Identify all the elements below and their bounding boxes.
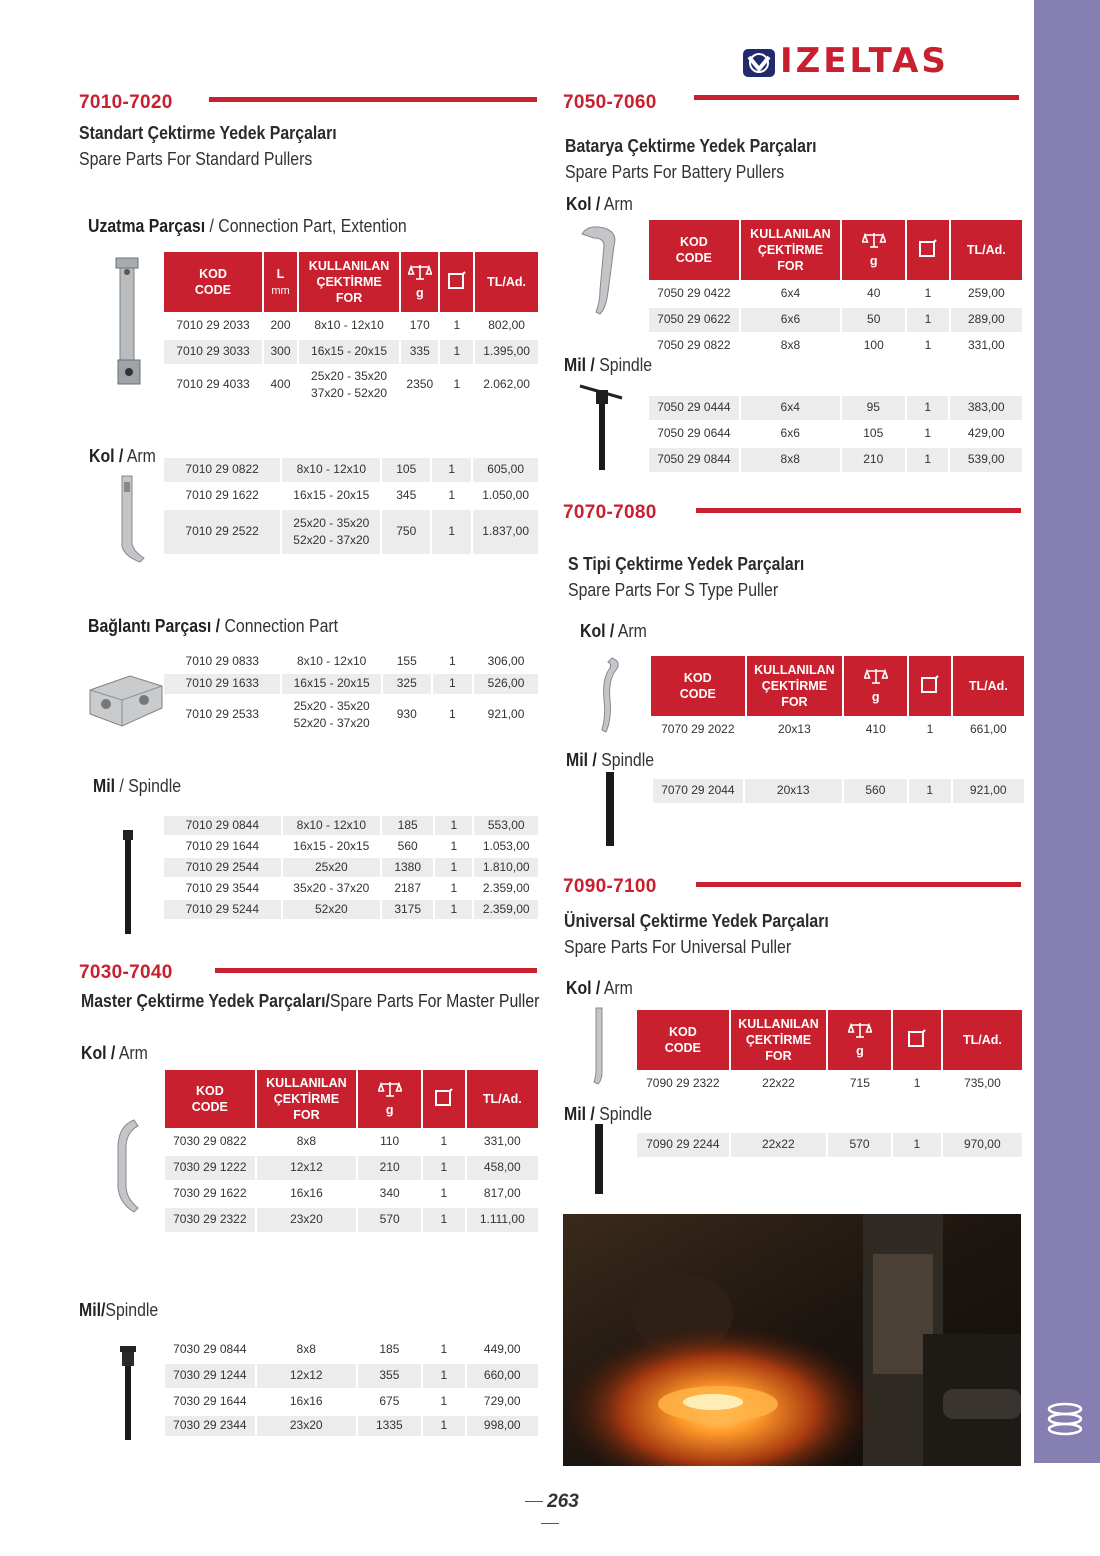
table-row	[164, 510, 538, 554]
table-header-row	[164, 252, 538, 312]
table-row	[164, 652, 538, 672]
table-cell: 1	[432, 458, 471, 482]
box-icon	[920, 674, 940, 694]
table-row	[164, 696, 538, 734]
table-row	[165, 1182, 538, 1206]
table-row	[164, 484, 538, 508]
table-cell: 2.359,00	[474, 900, 538, 919]
table-cell: 7030 29 2344	[165, 1416, 255, 1436]
table-cell: 210	[358, 1156, 421, 1180]
table-cell: 200	[270, 318, 291, 333]
table-cell: 7050 29 0422	[657, 286, 731, 301]
table-cell: 1.837,00	[473, 510, 538, 554]
table-row	[164, 900, 538, 919]
table-cell: 35x20 - 37x20	[293, 880, 370, 895]
connection-table	[162, 650, 540, 736]
table-cell: 570	[358, 1208, 421, 1232]
table-cell: 306,00	[487, 654, 525, 669]
table-cell: 50	[842, 308, 905, 332]
table-cell: 1	[423, 1416, 464, 1436]
table-cell: 7050 29 0822	[657, 338, 731, 353]
table-row	[164, 858, 538, 877]
spindle-table-7070	[651, 777, 1026, 805]
table-cell: 7050 29 0644	[657, 426, 731, 441]
table-cell: 170	[409, 318, 430, 333]
section-title-tr: Üniversal Çektirme Yedek Parçaları	[564, 911, 829, 931]
table-cell: 185	[382, 816, 433, 835]
table-row	[164, 674, 538, 694]
section-divider	[696, 508, 1021, 513]
table-row	[649, 422, 1022, 446]
spindle-table-7090	[635, 1131, 1024, 1159]
table-header-row: KOD CODE KULLANILAN ÇEKTİRME FOR g TL/Ad.	[649, 220, 1022, 280]
table-cell: 7030 29 0822	[173, 1134, 247, 1149]
table-cell: 383,00	[950, 396, 1022, 420]
section-divider	[209, 97, 537, 102]
table-cell: 1	[924, 338, 932, 353]
table-row	[164, 314, 538, 338]
table-cell: 7010 29 5244	[164, 900, 281, 919]
table-cell: 998,00	[467, 1416, 538, 1436]
box-icon	[447, 270, 467, 290]
table-cell: 25x20	[283, 858, 380, 877]
table-cell: 1	[440, 1342, 448, 1357]
table-cell: 7010 29 1644	[185, 838, 260, 853]
table-cell: 750	[382, 510, 430, 554]
table-row	[165, 1156, 538, 1180]
table-cell: 25x20 - 35x20 52x20 - 37x20	[282, 510, 380, 554]
table-cell: 6x6	[780, 426, 800, 441]
brand-name: IZELTAS	[780, 41, 949, 81]
table-cell: 7010 29 0844	[164, 816, 281, 835]
table-cell: 1.395,00	[475, 340, 538, 364]
table-cell: 7010 29 3544	[185, 880, 260, 895]
table-cell: 449,00	[483, 1342, 521, 1357]
spindle-table-7050	[647, 394, 1024, 474]
table-cell: 7010 29 1622	[185, 488, 259, 503]
table-cell: 1380	[382, 858, 433, 877]
subsection-spindle-label-7090: Mil / Spindle	[564, 1104, 653, 1124]
table-cell: 1	[449, 707, 456, 722]
table-cell: 735,00	[964, 1076, 1001, 1091]
table-cell: 1	[423, 1156, 464, 1180]
subsection-arm-label-7090: Kol / Arm	[566, 978, 633, 998]
table-cell: 1	[453, 318, 461, 333]
table-cell: 1	[924, 426, 932, 441]
table-cell: 2187	[394, 880, 422, 895]
table-cell: 16x15 - 20x15	[282, 674, 380, 694]
box-icon	[907, 1028, 927, 1048]
section-divider	[215, 968, 537, 973]
table-cell: 400	[270, 377, 291, 392]
table-row	[164, 837, 538, 856]
subsection-arm-label: Kol / Arm	[89, 446, 156, 466]
table-cell: 570	[828, 1133, 891, 1157]
table-cell: 3175	[382, 900, 433, 919]
table-cell: 1	[448, 488, 456, 503]
section-title-tr: Batarya Çektirme Yedek Parçaları	[565, 136, 817, 156]
section-title-en: Spare Parts For Standard Pullers	[79, 149, 313, 169]
table-cell: 7030 29 2322	[165, 1208, 255, 1232]
table-cell: 300	[264, 340, 297, 364]
table-cell: 715	[849, 1076, 870, 1091]
table-cell: 1	[423, 1208, 464, 1232]
table-row	[649, 334, 1022, 358]
table-cell: 100	[863, 338, 884, 353]
table-cell: 7010 29 0822	[164, 458, 280, 482]
table-row	[649, 308, 1022, 332]
subsection-spindle-label-7030: Mil/Spindle	[79, 1300, 159, 1320]
arm-table-7070	[649, 654, 1026, 744]
section-code-7070: 7070-7080	[563, 502, 657, 523]
table-cell: 355	[358, 1364, 421, 1388]
col-price: TL/Ad.	[475, 252, 538, 312]
table-header-row: KOD CODE KULLANILAN ÇEKTİRME FOR g TL/Ad.	[651, 656, 1024, 716]
scale-icon	[864, 667, 888, 685]
table-row	[165, 1130, 538, 1154]
section-code-7010: 7010-7020	[79, 92, 173, 113]
table-cell: 7070 29 2044	[653, 779, 743, 803]
spindle-table-7010	[162, 814, 540, 921]
table-cell: 6x6	[741, 308, 841, 332]
table-cell: 661,00	[970, 722, 1007, 737]
table-cell: 331,00	[483, 1134, 521, 1149]
table-cell: 429,00	[967, 426, 1005, 441]
table-cell: 1	[435, 900, 472, 919]
table-cell: 8x10 - 12x10	[296, 654, 367, 669]
table-cell: 8x10 - 12x10	[282, 458, 380, 482]
table-cell: 325	[383, 674, 431, 694]
col-weight: g	[401, 252, 438, 312]
table-cell: 560	[397, 838, 418, 853]
side-band	[1034, 0, 1100, 1463]
section-code-7030: 7030-7040	[79, 962, 173, 983]
table-cell: 7030 29 0844	[173, 1342, 247, 1357]
spindle-image-7010	[120, 830, 136, 936]
table-cell: 921,00	[487, 707, 525, 722]
section-divider	[694, 95, 1019, 100]
table-cell: 340	[379, 1186, 400, 1201]
table-cell: 20x13	[745, 779, 842, 803]
arm-image-7010	[112, 474, 148, 564]
table-row	[165, 1416, 538, 1436]
table-row	[649, 396, 1022, 420]
extension-part-image	[112, 256, 144, 388]
table-cell: 259,00	[968, 286, 1005, 301]
arm-image-7090	[588, 1006, 608, 1086]
col-code: KOD CODE	[164, 252, 262, 312]
section-code-7050: 7050-7060	[563, 92, 657, 113]
table-row	[651, 718, 1024, 742]
table-cell: 7090 29 2244	[637, 1133, 729, 1157]
table-cell: 7030 29 1244	[165, 1364, 255, 1388]
table-cell: 289,00	[951, 308, 1022, 332]
table-cell: 7050 29 0844	[649, 448, 739, 472]
table-cell: 410	[865, 722, 886, 737]
table-cell: 16x15 - 20x15	[293, 838, 370, 853]
table-cell: 729,00	[483, 1394, 521, 1409]
table-cell: 7090 29 2322	[646, 1076, 720, 1091]
table-cell: 7030 29 1222	[165, 1156, 255, 1180]
table-cell: 7010 29 2544	[164, 858, 281, 877]
table-cell: 1335	[358, 1416, 421, 1436]
scale-icon	[408, 263, 432, 281]
arm-table-7030	[163, 1068, 540, 1234]
table-cell: 1	[913, 1076, 921, 1091]
subsection-spindle-label: Mil / Spindle	[93, 776, 182, 796]
table-cell: 1.053,00	[482, 838, 530, 853]
scale-icon	[862, 231, 886, 249]
table-row	[637, 1133, 1022, 1157]
table-row	[164, 879, 538, 898]
section-title-en: Spare Parts For Universal Puller	[564, 937, 792, 957]
table-header-row: KOD CODE KULLANILAN ÇEKTİRME FOR g TL/Ad.	[637, 1010, 1022, 1070]
table-cell: 6x4	[741, 396, 840, 420]
table-cell: 526,00	[474, 674, 538, 694]
table-cell: 23x20	[257, 1416, 356, 1436]
table-cell: 1	[907, 448, 949, 472]
table-cell: 1.111,00	[467, 1208, 538, 1232]
table-cell: 22x22	[762, 1076, 795, 1091]
spindle-image-7030	[118, 1346, 138, 1442]
table-cell: 210	[842, 448, 905, 472]
arm-table-7090	[635, 1008, 1024, 1098]
table-cell: 110	[380, 1134, 400, 1149]
subsection-extension-label: Uzatma Parçası / Connection Part, Extention	[88, 216, 407, 236]
table-cell: 7010 29 3033	[164, 340, 262, 364]
puller-category-icon	[1046, 1400, 1084, 1438]
table-cell: 7070 29 2022	[661, 722, 735, 737]
table-cell: 8x8	[780, 338, 801, 353]
table-cell: 1	[449, 654, 456, 669]
subsection-spindle-label-7050: Mil / Spindle	[564, 355, 653, 375]
table-cell: 335	[401, 340, 438, 364]
table-cell: 7010 29 2533	[185, 707, 259, 722]
forge-workshop-photo	[563, 1214, 1021, 1466]
table-row	[649, 448, 1022, 472]
table-header-row: KOD CODE KULLANILAN ÇEKTİRME FOR g TL/Ad.	[165, 1070, 538, 1128]
table-cell: 660,00	[467, 1364, 538, 1388]
table-cell: 817,00	[483, 1186, 521, 1201]
arm-image-7030	[112, 1118, 144, 1214]
table-cell: 1	[432, 510, 471, 554]
brand-mark-icon	[742, 47, 776, 79]
table-cell: 105	[863, 426, 884, 441]
table-cell: 560	[844, 779, 907, 803]
table-cell: 95	[842, 396, 905, 420]
table-cell: 12x12	[257, 1156, 357, 1180]
table-cell: 675	[379, 1394, 400, 1409]
table-cell: 12x12	[257, 1364, 356, 1388]
section-title-7030: Master Çektirme Yedek Parçaları/Spare Parts For Master Puller	[81, 991, 540, 1011]
subsection-connection-label: Bağlantı Parçası / Connection Part	[88, 616, 339, 636]
table-cell: 2.359,00	[482, 880, 530, 895]
arm-table-7050	[647, 218, 1024, 360]
table-cell: 553,00	[474, 816, 538, 835]
table-cell: 8x8	[296, 1134, 317, 1149]
box-icon	[918, 238, 938, 258]
table-cell: 7050 29 0622	[649, 308, 739, 332]
col-length: L mm	[264, 252, 297, 312]
table-row	[637, 1072, 1022, 1096]
table-cell: 6x4	[780, 286, 801, 301]
table-cell: 52x20	[283, 900, 380, 919]
table-row	[165, 1390, 538, 1414]
table-cell: 20x13	[778, 722, 811, 737]
table-cell: 155	[396, 654, 417, 669]
table-cell: 1	[440, 1186, 448, 1201]
table-cell: 2350	[406, 377, 434, 392]
table-cell: 970,00	[943, 1133, 1022, 1157]
table-cell: 7010 29 0833	[185, 654, 259, 669]
table-row	[164, 340, 538, 364]
table-cell: 1	[450, 838, 458, 853]
spindle-image-7070	[605, 772, 615, 848]
brand-logo	[742, 41, 1012, 81]
subsection-spindle-label-7070: Mil / Spindle	[566, 750, 655, 770]
table-cell: 1	[909, 779, 950, 803]
table-cell: 1	[926, 722, 934, 737]
table-cell: 1	[924, 286, 932, 301]
section-title-en: Spare Parts For S Type Puller	[568, 580, 779, 600]
table-cell: 16x15 - 20x15	[293, 488, 370, 503]
table-cell: 23x20	[257, 1208, 357, 1232]
connection-part-image	[86, 668, 166, 734]
table-cell: 7010 29 2522	[164, 510, 280, 554]
box-icon	[434, 1087, 454, 1107]
table-cell: 1	[440, 1134, 448, 1149]
section-title-en: Spare Parts For Battery Pullers	[565, 162, 785, 182]
table-cell: 1	[423, 1364, 464, 1388]
table-cell: 8x8	[741, 448, 840, 472]
table-row	[653, 779, 1024, 803]
col-pack	[440, 252, 473, 312]
section-code-7090: 7090-7100	[563, 876, 657, 897]
table-cell: 7010 29 2033	[176, 318, 250, 333]
page-number: 263	[510, 1491, 590, 1535]
table-cell: 25x20 - 35x20 52x20 - 37x20	[293, 698, 370, 730]
table-cell: 7030 29 1644	[173, 1394, 247, 1409]
spindle-image-7090	[594, 1124, 604, 1196]
subsection-arm-label-7050: Kol / Arm	[566, 194, 633, 214]
table-cell: 1	[907, 308, 948, 332]
table-cell: 40	[867, 286, 881, 301]
subsection-arm-label-7070: Kol / Arm	[580, 621, 647, 641]
scale-icon	[848, 1021, 872, 1039]
table-cell: 7010 29 4033	[176, 377, 250, 392]
table-cell: 1.810,00	[474, 858, 538, 877]
table-row	[164, 366, 538, 404]
table-cell: 7010 29 1633	[164, 674, 280, 694]
arm-image-7050	[578, 222, 624, 316]
table-cell: 921,00	[953, 779, 1025, 803]
table-cell: 1	[907, 396, 949, 420]
table-cell: 2.062,00	[483, 377, 530, 392]
section-title-tr: Standart Çektirme Yedek Parçaları	[79, 123, 337, 143]
table-cell: 458,00	[467, 1156, 538, 1180]
subsection-arm-label-7030: Kol / Arm	[81, 1043, 148, 1063]
table-cell: 25x20 - 35x20 37x20 - 52x20	[311, 368, 388, 400]
section-title-tr: S Tipi Çektirme Yedek Parçaları	[568, 554, 805, 574]
arm-table-7010	[162, 456, 540, 556]
table-cell: 1.050,00	[482, 488, 530, 503]
table-cell: 1	[440, 340, 473, 364]
table-cell: 16x16	[289, 1394, 323, 1409]
table-cell: 16x15 - 20x15	[299, 340, 399, 364]
scale-icon	[378, 1080, 402, 1098]
table-cell: 8x8	[296, 1342, 316, 1357]
table-cell: 185	[379, 1342, 400, 1357]
table-row	[165, 1208, 538, 1232]
table-cell: 331,00	[968, 338, 1005, 353]
table-cell: 1	[893, 1133, 940, 1157]
table-cell: 345	[396, 488, 417, 503]
spindle-image-7050	[578, 380, 624, 472]
table-cell: 539,00	[950, 448, 1022, 472]
section-divider	[696, 882, 1021, 887]
table-row	[165, 1364, 538, 1388]
table-cell: 605,00	[473, 458, 538, 482]
table-cell: 802,00	[488, 318, 525, 333]
table-cell: 1	[435, 816, 472, 835]
table-cell: 7030 29 1622	[173, 1186, 247, 1201]
table-cell: 1	[433, 674, 472, 694]
table-cell: 22x22	[731, 1133, 826, 1157]
table-cell: 16x16	[290, 1186, 323, 1201]
table-cell: 105	[382, 458, 430, 482]
col-for: KULLANILAN ÇEKTİRME FOR	[299, 252, 399, 312]
table-cell: 930	[396, 707, 417, 722]
table-row	[164, 816, 538, 835]
spindle-table-7030	[163, 1336, 540, 1438]
table-cell: 1	[450, 880, 458, 895]
table-row	[649, 282, 1022, 306]
table-row	[165, 1338, 538, 1362]
table-cell: 8x10 - 12x10	[283, 816, 380, 835]
extension-table	[162, 250, 540, 406]
arm-image-7070	[596, 656, 626, 736]
table-cell: 7050 29 0444	[649, 396, 739, 420]
table-cell: 1	[435, 858, 472, 877]
table-cell: 1	[440, 1394, 448, 1409]
table-cell: 8x10 - 12x10	[314, 318, 384, 333]
table-cell: 1	[453, 377, 461, 392]
table-row	[164, 458, 538, 482]
